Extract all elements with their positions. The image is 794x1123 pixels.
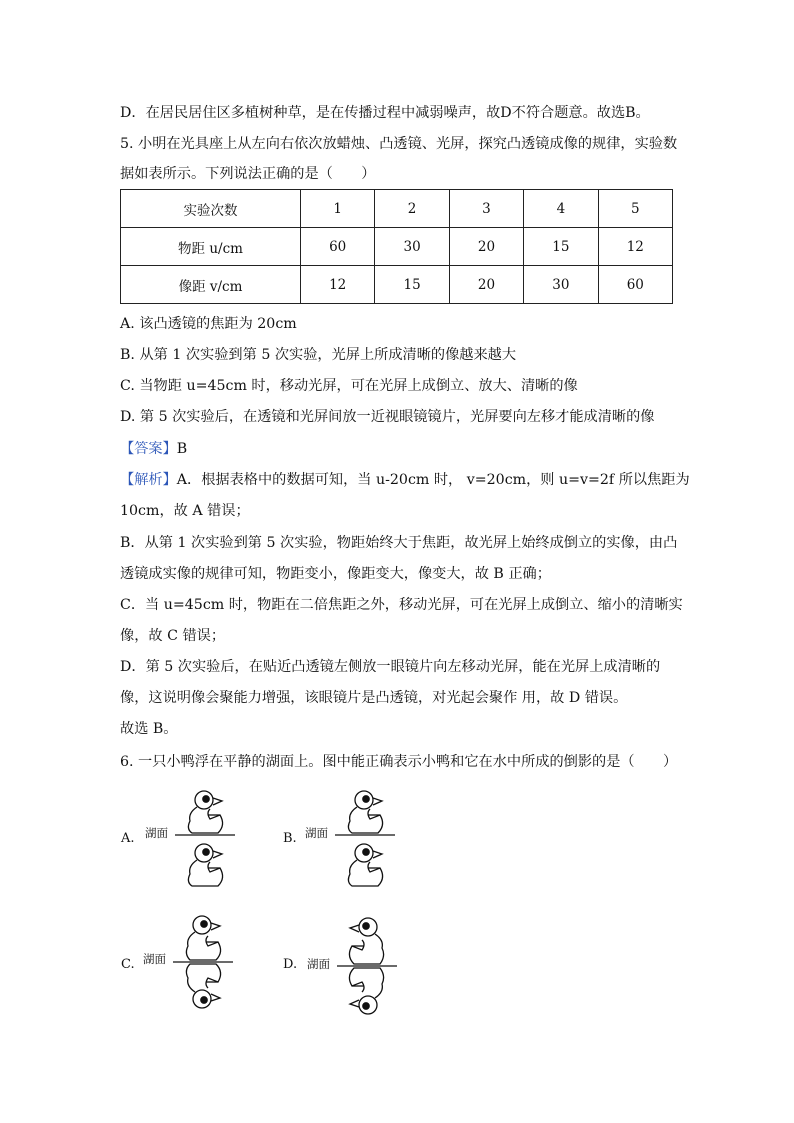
table-cell: 12 [598, 228, 672, 266]
duck-figure-b [330, 785, 400, 895]
answer-line [120, 439, 187, 459]
option-letter: A. [121, 831, 135, 846]
table-cell: 5 [598, 190, 672, 228]
table-cell: 实验次数 [121, 190, 301, 228]
table-cell: 60 [598, 266, 672, 304]
answer-tag: 【答案】 [120, 441, 177, 457]
analysis-line: 像，这说明像会聚能力增强，该眼镜片是凸透镜，对光起会聚作 用，故 D 错误。 [120, 690, 628, 706]
analysis-line [120, 470, 690, 490]
analysis-line: 故选 B。 [120, 721, 178, 737]
duck-figure-a [170, 785, 240, 895]
option-letter: D. [283, 957, 298, 972]
analysis-line: 透镜成实像的规律可知，物距变小，像距变大，像变大，故 B 正确； [120, 566, 551, 582]
option-letter: C. [121, 957, 135, 972]
lake-label: 湖面 [145, 826, 168, 840]
table-cell: 4 [524, 190, 598, 228]
table-cell: 60 [301, 228, 375, 266]
table-row [121, 190, 673, 228]
table-cell: 3 [449, 190, 523, 228]
lake-label: 湖面 [143, 952, 166, 966]
option-a: A. 该凸透镜的焦距为 20cm [120, 316, 297, 332]
question-5-line-1: 5. 小明在光具座上从左向右依次放蜡烛、凸透镜、光屏，探究凸透镜成像的规律，实验数 [120, 136, 678, 152]
text-line: D．在居民居住区多植树种草，是在传播过程中减弱噪声，故D不符合题意。故选B。 [120, 105, 650, 121]
table-cell: 15 [524, 228, 598, 266]
lake-label: 湖面 [307, 957, 330, 971]
table-cell: 20 [449, 228, 523, 266]
table-cell: 2 [375, 190, 449, 228]
question-5-line-2: 据如表所示。下列说法正确的是（ ） [120, 166, 376, 182]
duck-figure-c [168, 910, 238, 1020]
experiment-table [120, 189, 673, 304]
option-b: B. 从第 1 次实验到第 5 次实验，光屏上所成清晰的像越来越大 [120, 347, 517, 363]
table-cell: 15 [375, 266, 449, 304]
table-cell: 20 [449, 266, 523, 304]
option-letter: B. [283, 831, 297, 846]
table-cell: 1 [301, 190, 375, 228]
table-cell: 30 [524, 266, 598, 304]
answer-value: B [176, 441, 188, 457]
analysis-text: A．根据表格中的数据可知，当 u-20cm 时， v=20cm，则 u=v=2f 所以焦距为 [176, 472, 690, 488]
analysis-line: 像，故 C 错误； [120, 628, 226, 644]
table-cell: 物距 u/cm [121, 228, 301, 266]
option-d: D. 第 5 次实验后，在透镜和光屏间放一近视眼镜镜片，光屏要向左移才能成清晰的像 [120, 409, 655, 425]
question-6-line: 6. 一只小鸭浮在平静的湖面上。图中能正确表示小鸭和它在水中所成的倒影的是（ ） [120, 754, 678, 770]
table-row [121, 228, 673, 266]
analysis-tag: 【解析】 [120, 472, 177, 488]
table-cell: 12 [301, 266, 375, 304]
table-row [121, 266, 673, 304]
table-cell: 像距 v/cm [121, 266, 301, 304]
duck-figure-d [332, 912, 402, 1022]
analysis-line: B．从第 1 次实验到第 5 次实验，物距始终大于焦距，故光屏上始终成倒立的实像，由凸 [120, 535, 678, 551]
lake-label: 湖面 [305, 826, 328, 840]
analysis-line: D．第 5 次实验后，在贴近凸透镜左侧放一眼镜片向左移动光屏，能在光屏上成清晰的 [120, 659, 661, 675]
analysis-line: 10cm，故 A 错误； [120, 503, 250, 519]
table-cell: 30 [375, 228, 449, 266]
option-c: C. 当物距 u=45cm 时，移动光屏，可在光屏上成倒立、放大、清晰的像 [120, 378, 578, 394]
analysis-line: C．当 u=45cm 时，物距在二倍焦距之外，移动光屏，可在光屏上成倒立、缩小的清晰实 [120, 597, 683, 613]
